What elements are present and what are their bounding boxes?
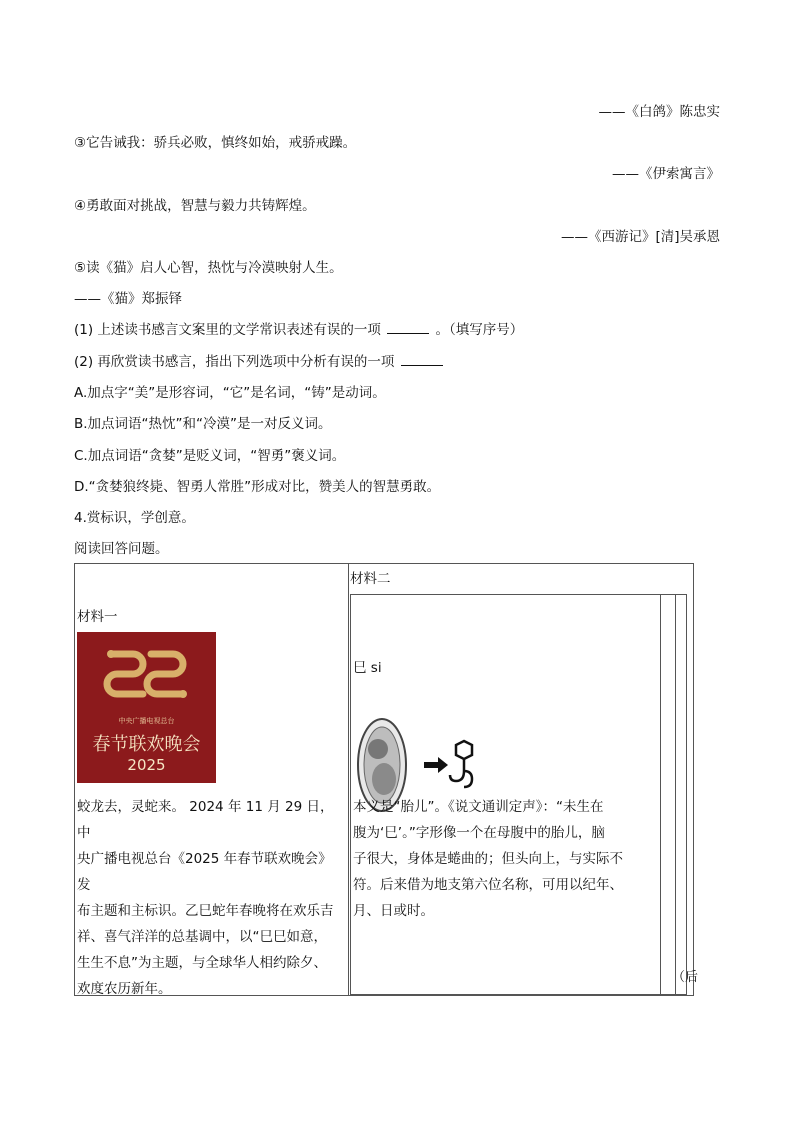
source-cut-text: （后	[672, 970, 699, 985]
logo-gala-name: 春节联欢晚会	[92, 734, 201, 755]
material-1-line: 祥、喜气洋洋的总基调中，以“巳巳如意，	[77, 929, 327, 945]
snake-emblem-icon	[77, 632, 216, 716]
material-2-line: 腹为‘巳’。”字形像一个在母腹中的胎儿，脑	[353, 825, 605, 841]
question-2	[74, 353, 445, 371]
option-a: A.加点字“美”是形容词，“它”是名词，“铸”是动词。	[74, 385, 386, 401]
question-1	[74, 321, 523, 339]
material-1-line: 央广播电视总台《2025 年春节联欢晚会》发	[77, 851, 332, 893]
attribution-5: ——《猫》郑振铎	[74, 291, 182, 307]
materials-table	[74, 563, 699, 997]
material-1-line: 蛟龙去，灵蛇来。 2024 年 11 月 29 日，中	[77, 799, 334, 841]
material-1-title: 材料一	[77, 609, 118, 625]
material-2-line: 符。后来借为地支第六位名称，可用以纪年、	[353, 877, 623, 893]
material-2-frame	[350, 594, 699, 995]
material-1-line: 布主题和主标识。乙巳蛇年春晚将在欢乐吉	[77, 903, 334, 919]
answer-blank-2[interactable]	[401, 353, 443, 366]
material-2-line: 本义是“胎儿”。《说文通训定声》：“未生在	[353, 799, 604, 815]
logo-year: 2025	[127, 756, 166, 774]
material-2-text	[353, 794, 653, 924]
option-b: B.加点词语“热忱”和“冷漠”是一对反义词。	[74, 416, 332, 432]
material-2-line: 子很大，身体是蜷曲的；但头向上，与实际不	[353, 851, 623, 867]
attribution-4: ——《西游记》[清]吴承恩	[560, 229, 720, 245]
attribution-3: ——《伊索寓言》	[612, 166, 720, 182]
attribution-2: ——《白鸽》陈忠实	[598, 104, 720, 120]
reading-instruction: 阅读回答问题。	[74, 541, 169, 557]
column-divider	[348, 564, 349, 995]
answer-blank-1[interactable]	[387, 321, 429, 334]
option-d: D.“贪婪狼终毙、智勇人常胜”形成对比，赞美人的智慧勇敢。	[74, 479, 441, 495]
material-1-line: 生生不息”为主题，与全球华人相约除夕、	[77, 955, 327, 971]
item-5: ⑤读《猫》启人心智，热忱与冷漠映射人生。	[74, 260, 343, 276]
question-2-text: (2) 再欣赏读书感言，指出下列选项中分析有误的一项	[74, 354, 395, 370]
item-4: ④勇敢面对挑战，智慧与毅力共铸辉煌。	[74, 198, 316, 214]
material-2-line: 月、日或时。	[353, 903, 434, 919]
character-label: 巳 si	[353, 660, 382, 676]
question-1-text: (1) 上述读书感言文案里的文学常识表述有误的一项	[74, 322, 381, 338]
material-2-side-frame	[660, 594, 676, 995]
item-3: ③它告诫我：骄兵必败，慎终如始，戒骄戒躁。	[74, 135, 357, 151]
logo-broadcaster: 中央广播电视总台	[118, 717, 175, 725]
gala-logo	[77, 632, 216, 783]
option-c: C.加点词语“贪婪”是贬义词，“智勇”褒义词。	[74, 448, 346, 464]
material-1-line: 欢度农历新年。	[77, 981, 172, 997]
question-1-tail: 。（填写序号）	[435, 322, 524, 338]
material-2-title: 材料二	[350, 571, 391, 587]
question-4: 4.赏标识，学创意。	[74, 510, 195, 526]
material-1-text	[77, 794, 345, 1002]
material-2-overflow-frame	[672, 594, 699, 995]
